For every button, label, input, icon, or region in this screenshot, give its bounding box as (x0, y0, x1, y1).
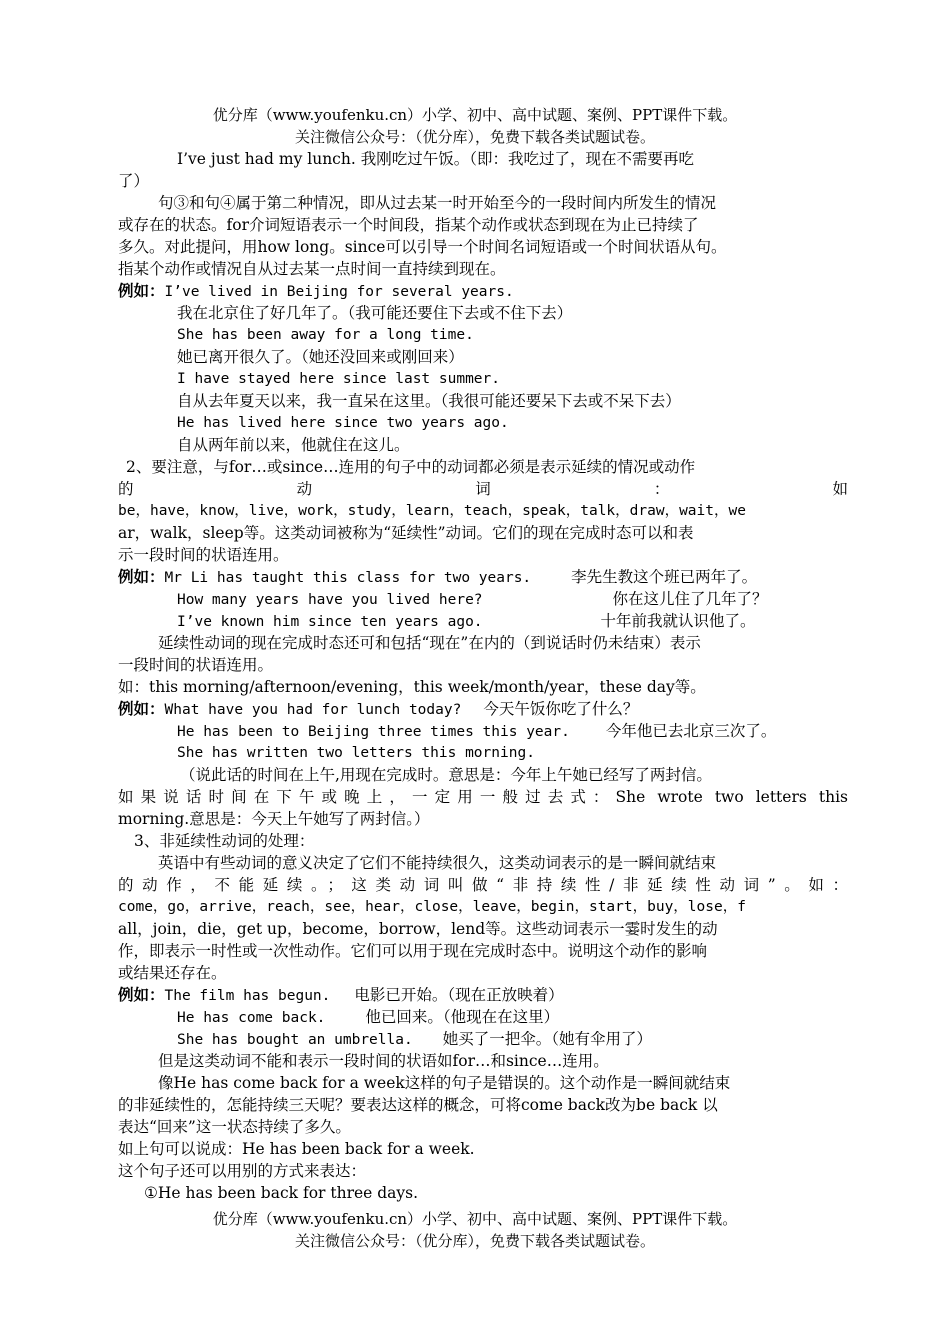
paragraph-line: （说此话的时间在上午,用现在完成时。意思是：今年上午她已经写了两封信。 (180, 766, 712, 784)
translation: 电影已开始。（现在正放映着） (354, 986, 564, 1004)
paragraph-line: 延续性动词的现在完成时态还可和包括“现在”在内的（到说话时仍未结束）表示 (158, 634, 701, 652)
example-sentence: She has bought an umbrella. (177, 1032, 413, 1048)
example-sentence: I have stayed here since last summer. (177, 371, 501, 387)
translation: 你在这儿住了几年了？ (612, 590, 768, 608)
example-label: 例如： (118, 568, 165, 586)
example-sentence: How many years have you lived here? (177, 592, 483, 608)
text-line: I’ve just had my lunch. 我刚吃过午饭。（即：我吃过了，现在不需要再吃 (177, 150, 694, 168)
paragraph-line: 一段时间的状语连用。 (118, 656, 274, 674)
example-line (118, 566, 848, 589)
paragraph-line: 或存在的状态。for介词短语表示一个时间段，指某个动作或状态到现在为止已持续了 (118, 216, 699, 234)
example-sentence: What have you had for lunch today? (164, 702, 462, 718)
example-label: 例如： (118, 986, 165, 1004)
translation-line: 她已离开很久了。（她还没回来或刚回来） (177, 348, 464, 366)
example-line (177, 720, 848, 743)
translation-line: 自从去年夏天以来，我一直呆在这里。（我很可能还要呆下去或不呆下去） (177, 392, 681, 410)
example-sentence: He has come back. (177, 1010, 326, 1026)
section-heading: 2、要注意，与for…或since…连用的句子中的动词都必须是表示延续的情况或动作 (126, 458, 696, 476)
header-line-2: 关注微信公众号：（优分库），免费下载各类试题试卷。 (294, 128, 655, 146)
translation-line: 自从两年前以来，他就住在这儿。 (177, 436, 410, 454)
example-sentence: Mr Li has taught this class for two years. (164, 570, 532, 586)
example-line (118, 984, 848, 1007)
example-sentence: ①He has been back for three days. (144, 1184, 419, 1202)
paragraph-line: 的非延续性的，怎能持续三天呢？要表达这样的概念，可将come back改为be back 以 (118, 1096, 718, 1114)
paragraph-line: 但是这类动词不能和表示一段时间的状语如for…和since…连用。 (158, 1052, 609, 1070)
paragraph-line: 或结果还存在。 (118, 964, 227, 982)
paragraph-line: 像He has come back for a week这样的句子是错误的。这个动作是一瞬间就结束 (158, 1074, 731, 1092)
paragraph-line: 英语中有些动词的意义决定了它们不能持续很久，这类动词表示的是一瞬间就结束 (158, 854, 717, 872)
paragraph-line: 指某个动作或情况自从过去某一点时间一直持续到现在。 (118, 260, 506, 278)
paragraph-line: 作，即表示一时性或一次性动作。它们可以用于现在完成时态中。说明这个动作的影响 (118, 942, 708, 960)
paragraph-line: morning.意思是：今天上午她写了两封信。） (118, 810, 430, 828)
translation: 今天午饭你吃了什么？ (483, 700, 639, 718)
translation: 她买了一把伞。（她有伞用了） (442, 1030, 652, 1048)
example-sentence: The film has begun. (164, 988, 331, 1004)
paragraph-line: ar，walk，sleep等。这类动词被称为“延续性”动词。它们的现在完成时态可以和表 (118, 524, 694, 542)
paragraph-line: 示一段时间的状语连用。 (118, 546, 289, 564)
translation: 他已回来。（他现在在这里） (365, 1008, 560, 1026)
paragraph-line: be，have，know，live，work，study，learn，teach，speak，talk，draw，wait，we (118, 503, 746, 519)
translation: 今年他已去北京三次了。 (605, 722, 777, 740)
header-line-1: 优分库（www.youfenku.cn）小学、初中、高中试题、案例、PPT课件下载。 (212, 106, 738, 124)
example-sentence: She has been away for a long time. (177, 327, 474, 343)
footer-line-2: 关注微信公众号：（优分库），免费下载各类试题试卷。 (294, 1232, 655, 1250)
example-line (118, 698, 848, 721)
example-line (177, 610, 848, 633)
example-line (177, 1006, 848, 1029)
example-sentence: He has been to Beijing three times this year. (177, 724, 570, 740)
paragraph-line: all，join，die，get up，become，borrow，lend等。这些动词表示一霎时发生的动 (118, 920, 718, 938)
footer-line-1: 优分库（www.youfenku.cn）小学、初中、高中试题、案例、PPT课件下载。 (212, 1210, 738, 1228)
translation: 十年前我就认识他了。 (600, 612, 756, 630)
example-line (177, 1028, 848, 1051)
paragraph-line: 这个句子还可以用别的方式来表达： (118, 1162, 367, 1180)
paragraph-line: 如：this morning/afternoon/evening，this week/month/year，these day等。 (118, 678, 706, 696)
paragraph-line: 的 动 词 ： 如 (118, 480, 848, 498)
example-sentence: I’ve lived in Beijing for several years. (164, 284, 514, 300)
example-line (177, 588, 848, 611)
example-sentence: I’ve known him since ten years ago. (177, 614, 483, 630)
paragraph-line: come，go，arrive，reach，see，hear，close，leave，begin，start，buy，lose，f (118, 899, 746, 915)
paragraph-line: 的动作，不能延续。；这类动词叫做“非持续性/非延续性动词”。如： (118, 876, 848, 894)
paragraph-line: 如上句可以说成：He has been back for a week. (118, 1140, 475, 1158)
example-label: 例如： (118, 282, 165, 300)
example-label: 例如： (118, 700, 165, 718)
paragraph-line: 如果说话时间在下午或晚上，一定用一般过去式：She wrote two letters this (118, 788, 848, 806)
paragraph-line: 多久。对此提问，用how long。since可以引导一个时间名词短语或一个时间状语从句。 (118, 238, 727, 256)
example-sentence: He has lived here since two years ago. (177, 415, 509, 431)
translation: 李先生教这个班已两年了。 (571, 568, 758, 586)
paragraph-line: 句③和句④属于第二种情况，即从过去某一时开始至今的一段时间内所发生的情况 (158, 194, 717, 212)
text-line: 了） (118, 172, 150, 190)
paragraph-line: 表达“回来”这一状态持续了多久。 (118, 1118, 351, 1136)
example-sentence: She has written two letters this morning. (177, 745, 535, 761)
translation-line: 我在北京住了好几年了。（我可能还要住下去或不住下去） (177, 304, 573, 322)
section-heading: 3、非延续性动词的处理： (134, 832, 315, 850)
example-line (118, 280, 848, 303)
